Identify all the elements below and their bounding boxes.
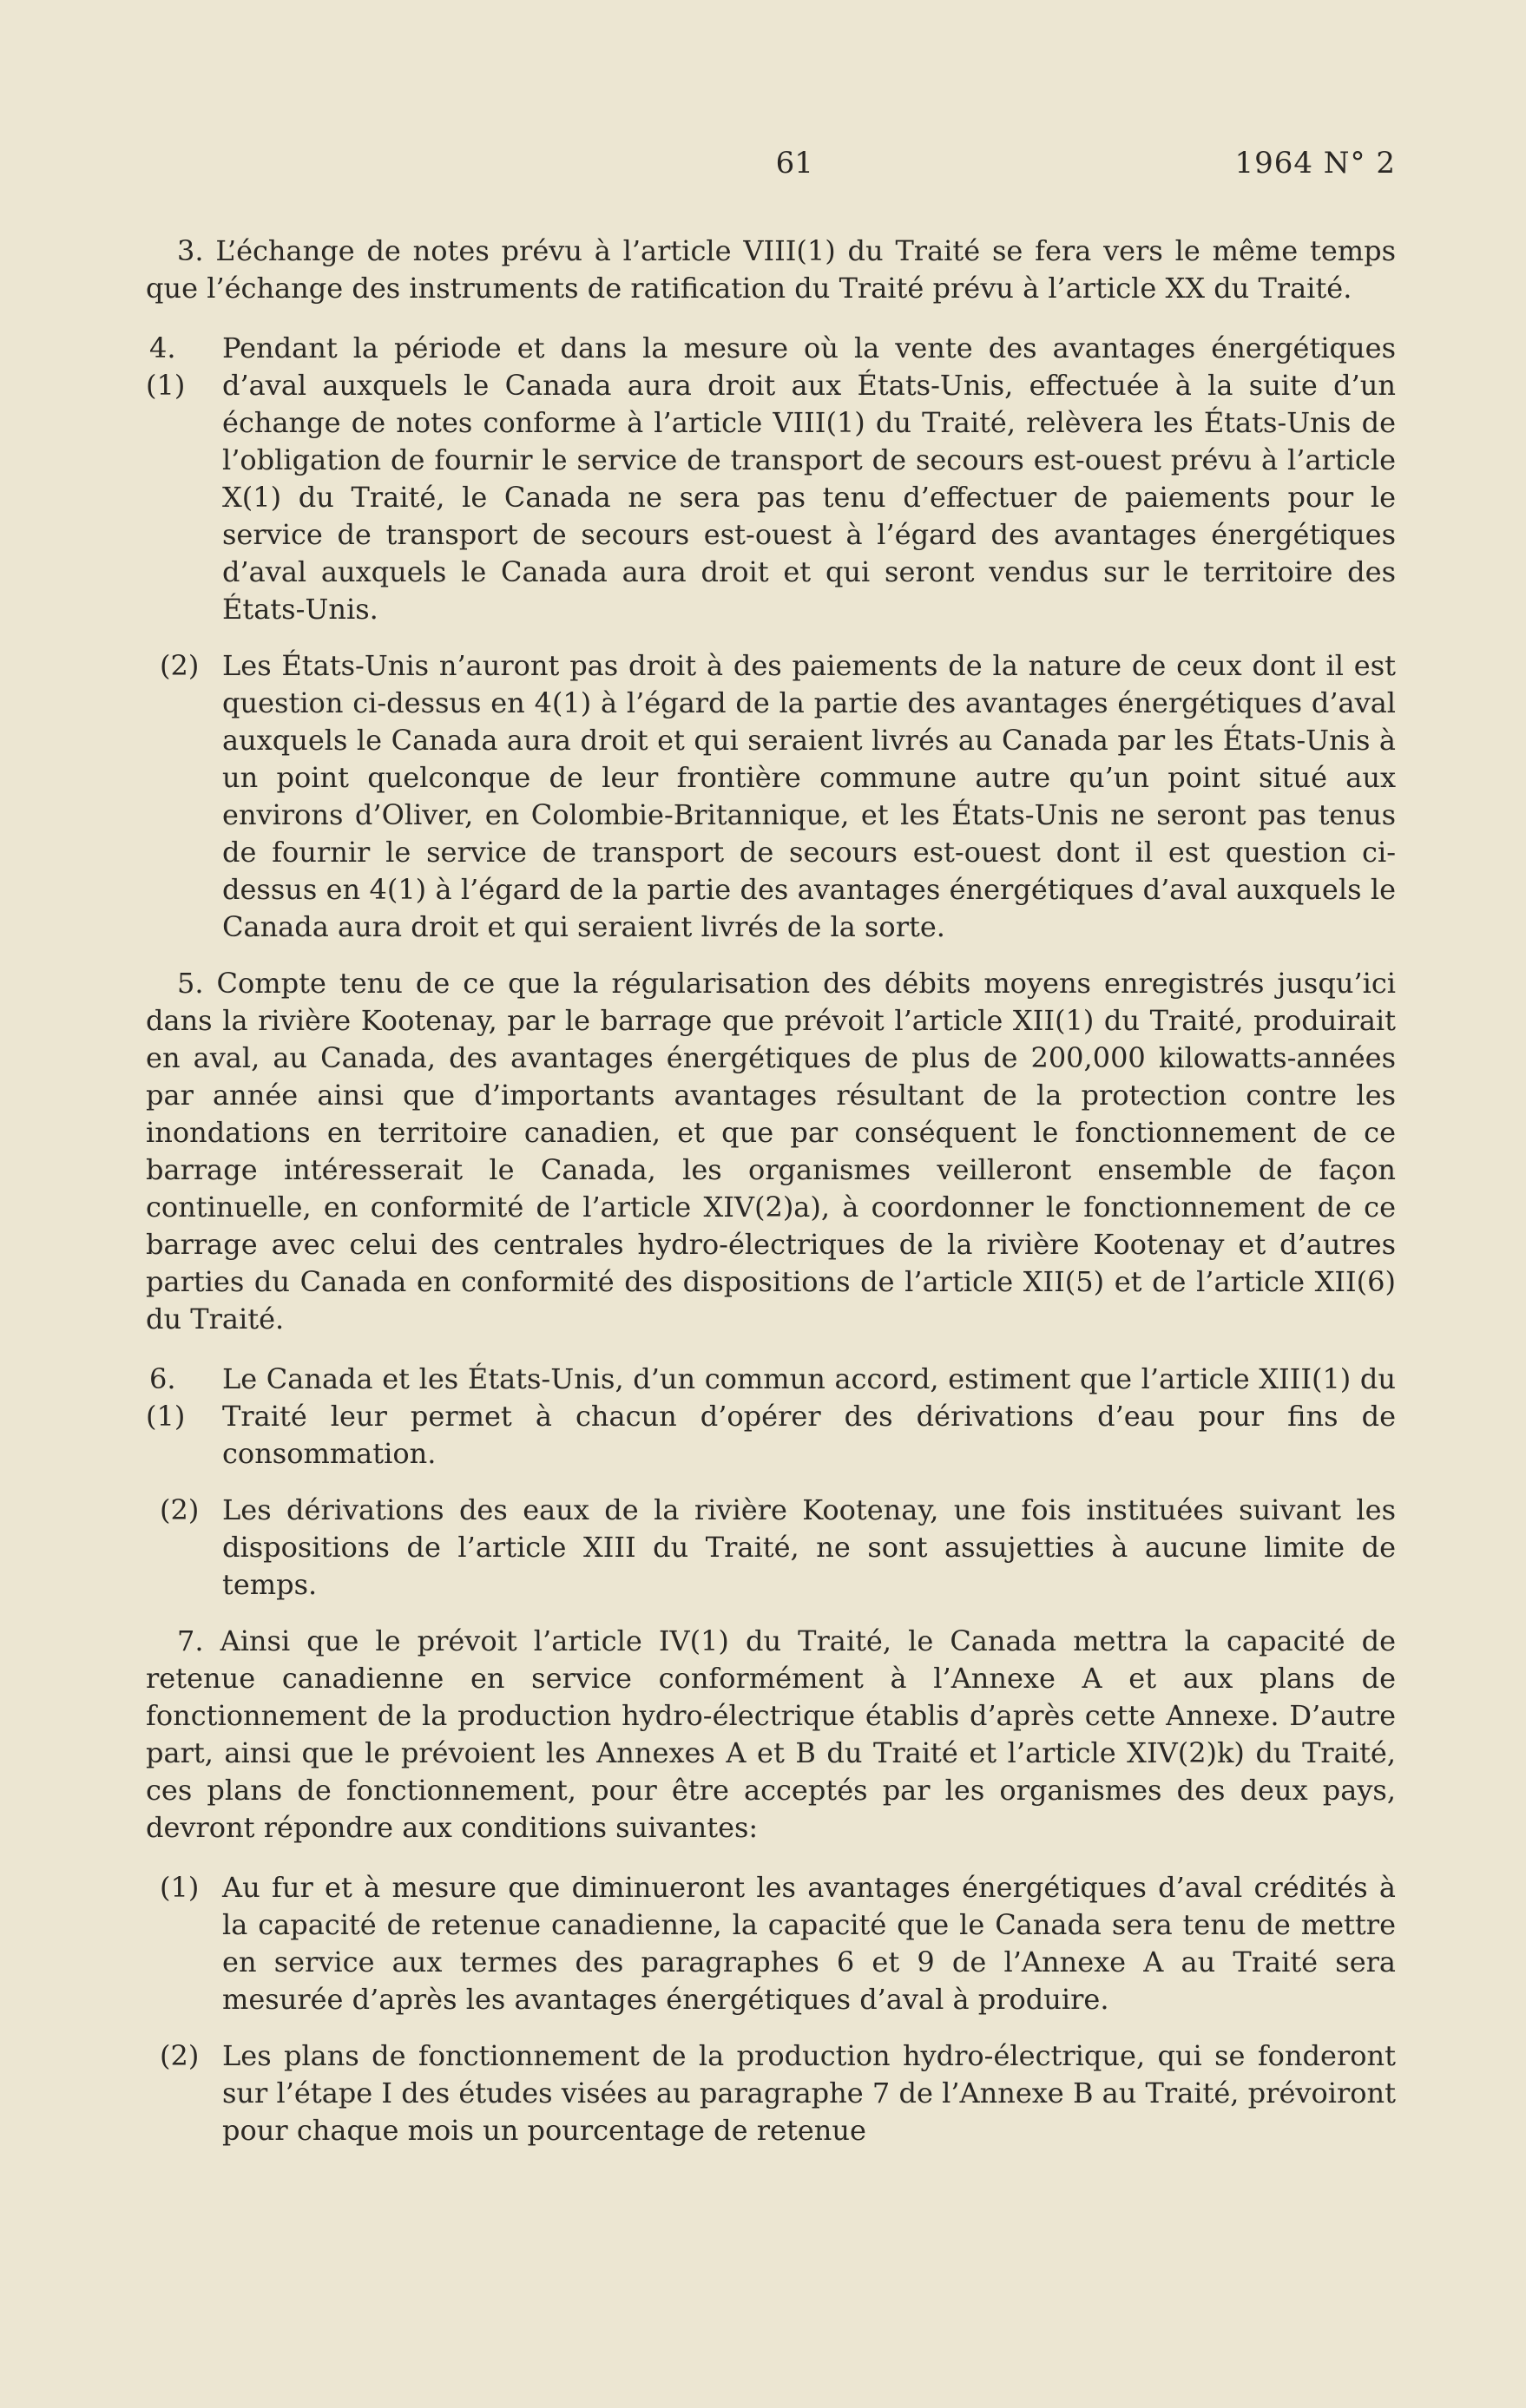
journal-reference: 1964 N° 2 (1234, 146, 1396, 180)
paragraph-text: Pendant la période et dans la mesure où la vente des avantages énergétiques d’aval auxquels le Canada aura droit aux États-Unis, effectuée à la suite d’un échange de notes conforme à l’article VIII(1) du Traité, relèvera les États-Unis de l’obligation de fournir le service de transport de secours est-ouest prévu à l’article X(1) du Traité, le Canada ne sera pas tenu d’effectuer de paiements pour le service de transport de secours est-ouest à l’égard des avantages énergétiques d’aval auxquels le Canada aura droit et qui seront vendus sur le territoire des États-Unis. (222, 331, 1396, 626)
paragraph-text: Le Canada et les États-Unis, d’un commun accord, estiment que l’article XIII(1) du Traité leur permet à chacun d’opérer des dérivations d’eau pour fins de consommation. (222, 1362, 1396, 1470)
paragraph-6-2 (156, 1492, 1396, 1604)
paragraph-marker: (2) (160, 2039, 200, 2072)
paragraph-7-2 (156, 2037, 1396, 2149)
paragraph-marker: (2) (160, 649, 200, 682)
paragraph-3: 3. L’échange de notes prévu à l’article VIII(1) du Traité se fera vers le même temps que l’échange des instruments de ratification du Traité prévu à l’article XX du Traité. (146, 234, 1396, 305)
paragraph-4-1 (146, 330, 1396, 628)
page-number: 61 (775, 146, 813, 180)
paragraph-4-2 (156, 647, 1396, 946)
paragraph-text: Les dérivations des eaux de la rivière Kootenay, une fois instituées suivant les dispositions de l’article XIII du Traité, ne sont assujetties à aucune limite de temps. (222, 1493, 1396, 1601)
paragraph-text: Les États-Unis n’auront pas droit à des paiements de la nature de ceux dont il est question ci-dessus en 4(1) à l’égard de la partie des avantages énergétiques d’aval auxquels le Canada aura droit et qui seraient livrés au Canada par les États-Unis à un point quelconque de leur frontière commune autre qu’un point situé aux environs d’Oliver, en Colombie-Britannique, et les États-Unis ne seront pas tenus de fournir le service de transport de secours est-ouest dont il est question ci-dessus en 4(1) à l’égard de la partie des avantages énergétiques d’aval auxquels le Canada aura droit et qui seraient livrés de la sorte. (222, 649, 1396, 943)
paragraph-7-1 (156, 1869, 1396, 2018)
page-header (146, 146, 1396, 180)
paragraph-marker: 4. (1) (146, 331, 186, 402)
paragraph-5: 5. Compte tenu de ce que la régularisation des débits moyens enregistrés jusqu’ici dans la rivière Kootenay, par le barrage que prévoit l’article XII(1) du Traité, produirait en aval, au Canada, des avantages énergétiques de plus de 200,000 kilowatts-années par année ainsi que d’importants avantages résultant de la protection contre les inondations en territoire canadien, et que par conséquent le fonctionnement de ce barrage intéresserait le Canada, les organismes veilleront ensemble de façon continuelle, en conformité de l’article XIV(2)a), à coordonner le fonctionnement de ce barrage avec celui des centrales hydro-électriques de la rivière Kootenay et d’autres parties du Canada en conformité des dispositions de l’article XII(5) et de l’article XII(6) du Traité. (146, 967, 1396, 1335)
paragraph-7: 7. Ainsi que le prévoit l’article IV(1) du Traité, le Canada mettra la capacité de retenue canadienne en service conformément à l’Annexe A et aux plans de fonctionnement de la production hydro-électrique établis d’après cette Annexe. D’autre part, ainsi que le prévoient les Annexes A et B du Traité et l’article XIV(2)k) du Traité, ces plans de fonctionnement, pour être acceptés par les organismes des deux pays, devront répondre aux conditions suivantes: (146, 1624, 1396, 1844)
paragraph-marker: 6. (1) (146, 1362, 186, 1433)
paragraph-marker: (1) (160, 1871, 200, 1904)
paragraph-text: Les plans de fonctionnement de la production hydro-électrique, qui se fonderont sur l’étape I des études visées au paragraphe 7 de l’Annexe B au Traité, prévoiront pour chaque mois un pourcentage de retenue (222, 2039, 1396, 2147)
paragraph-text: Au fur et à mesure que diminueront les avantages énergétiques d’aval crédités à la capacité de retenue canadienne, la capacité que le Canada sera tenu de mettre en service aux termes des paragraphes 6 et 9 de l’Annexe A au Traité sera mesurée d’après les avantages énergétiques d’aval à produire. (222, 1871, 1396, 2016)
paragraph-marker: (2) (160, 1493, 200, 1526)
paragraph-6-1 (146, 1361, 1396, 1473)
